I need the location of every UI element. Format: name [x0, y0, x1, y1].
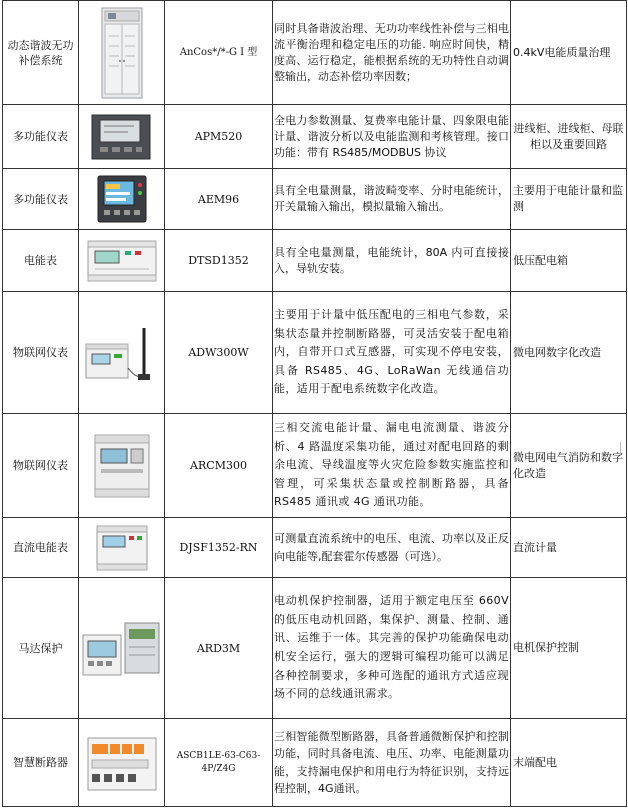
product-application: 进线柜、进线柜、母联柜以及重要回路 — [511, 105, 627, 169]
capacitor-cabinet-icon — [99, 6, 145, 100]
product-image — [79, 292, 165, 414]
smart-breaker-icon — [84, 730, 160, 796]
product-model: ADW300W — [165, 292, 273, 414]
product-name: 多功能仪表 — [3, 105, 79, 169]
product-name: 直流电能表 — [3, 518, 79, 578]
table-row — [3, 414, 627, 518]
product-application: 主要用于电能计量和监测 — [511, 169, 627, 230]
color-panel-meter-icon — [92, 173, 152, 225]
scroll-edge-mark — [620, 442, 627, 456]
product-image — [79, 169, 165, 230]
iot-meter-antenna-icon — [82, 318, 162, 388]
product-model: ARCM300 — [165, 414, 273, 518]
product-model: AnCos*/*-G I 型 — [165, 1, 273, 105]
product-application: 微电网电气消防和数字化改造 — [511, 414, 627, 518]
product-description: 可测量直流系统中的电压、电流、功率以及正反向电能等,配套霍尔传感器（可选）。 — [273, 518, 511, 578]
product-description: 电动机保护控制器，适用于额定电压至 660V 的低压电动机回路，集保护、测量、控制、通讯、运维于一体。其完善的保护功能确保电动机安全运行，强大的逻辑可编程功能可以满足各种控制要求，多种可选配的通讯方式适应现场不同的总线通讯需求。 — [273, 578, 511, 719]
product-table — [2, 0, 627, 807]
product-name: 马达保护 — [3, 578, 79, 719]
din-rail-energy-meter-icon — [85, 239, 159, 283]
product-image — [79, 105, 165, 169]
table-row — [3, 292, 627, 414]
product-description: 同时具备谐波治理、无功功率线性补偿与三相电流平衡治理和稳定电压的功能. 响应时间快，精度高、运行稳定，能根据系统的无功特性自动调整输出，动态补偿功率因数； — [273, 1, 511, 105]
table-row — [3, 578, 627, 719]
product-image — [79, 578, 165, 719]
dc-energy-meter-icon — [91, 524, 153, 572]
product-name: 电能表 — [3, 230, 79, 292]
product-application: 电机保护控制 — [511, 578, 627, 719]
product-application: 微电网数字化改造 — [511, 292, 627, 414]
table-row — [3, 105, 627, 169]
table-row — [3, 1, 627, 105]
product-image — [79, 719, 165, 807]
product-name: 物联网仪表 — [3, 414, 79, 518]
product-name: 多功能仪表 — [3, 169, 79, 230]
product-model: APM520 — [165, 105, 273, 169]
product-application: 末端配电 — [511, 719, 627, 807]
product-description: 三相交流电能计量、漏电电流测量、谐波分析、4 路温度采集功能，通过对配电回路的剩余电流、导线温度等火灾危险参数实施监控和管理，可采集状态量或控制断路器，具备 RS485 通讯或 4G 通讯功能。 — [273, 414, 511, 518]
product-description: 主要用于计量中低压配电的三相电气参数，采集状态量并控制断路器，可灵活安装于配电箱内，自带开口式互感器，可实现不停电安装，具备 RS485、4G、LoRaWan 无线通信功能，适用于配电系统数字化改造。 — [273, 292, 511, 414]
fire-monitor-meter-icon — [89, 431, 155, 501]
product-model: AEM96 — [165, 169, 273, 230]
table-row — [3, 230, 627, 292]
product-model: ARD3M — [165, 578, 273, 719]
product-model: DJSF1352-RN — [165, 518, 273, 578]
product-name: 物联网仪表 — [3, 292, 79, 414]
motor-protector-icon — [81, 615, 163, 681]
product-name: 智慧断路器 — [3, 719, 79, 807]
product-application: 低压配电箱 — [511, 230, 627, 292]
product-model: DTSD1352 — [165, 230, 273, 292]
product-image — [79, 518, 165, 578]
product-description: 全电力参数测量、复费率电能计量、四象限电能计量、谐波分析以及电能监测和考核管理。接口功能：带有 RS485/MODBUS 协议 — [273, 105, 511, 169]
product-application: 直流计量 — [511, 518, 627, 578]
product-model: ASCB1LE-63-C63-4P/Z4G — [165, 719, 273, 807]
table-row — [3, 169, 627, 230]
product-description: 具有全电量测量，谐波畸变率、分时电能统计，开关量输入输出，模拟量输入输出。 — [273, 169, 511, 230]
table-row — [3, 719, 627, 807]
product-description: 三相智能微型断路器，具备普通微断保护和控制功能，同时具备电流、电压、功率、电能测量功能，支持漏电保护和用电行为特征识别，支持远程控制，4G通讯。 — [273, 719, 511, 807]
product-description: 具有全电量测量，电能统计，80A 内可直接接入，导轨安装。 — [273, 230, 511, 292]
product-name: 动态谐波无功补偿系统 — [3, 1, 79, 105]
product-image — [79, 1, 165, 105]
panel-meter-icon — [88, 111, 156, 163]
product-image — [79, 414, 165, 518]
product-application: 0.4kV电能质量治理 — [511, 1, 627, 105]
table-row — [3, 518, 627, 578]
product-image — [79, 230, 165, 292]
